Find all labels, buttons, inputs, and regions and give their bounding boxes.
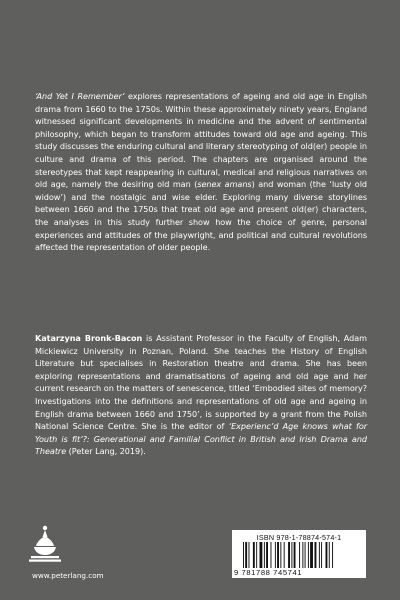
publisher-website[interactable]: www.peterlang.com bbox=[32, 571, 104, 580]
isbn-barcode bbox=[232, 530, 366, 578]
book-description bbox=[35, 90, 367, 254]
biography-paragraph: Katarzyna Bronk-Bacon is Assistant Professor in the Faculty of English, Adam Mickiewicz University in Poznan, Poland. She teaches the History of English Literature but specialises in Restoration theatre and drama. She has been exploring representations and dramatisations of ageing and old age and her current research on the matters of senescence, titled ‘Embodied sites of memory? Investigations into the definitions and representations of old age and ageing in English drama between 1660 and 1750’, is supported by a grant from the Polish National Science Centre. She is the editor of ‘Experienc’d Age knows what for Youth is fit’?: Generational and Familial Conflict in British and Irish Drama and Theatre (Peter Lang, 2019). bbox=[35, 333, 367, 457]
isbn-label: ISBN 978-1-78874-574-1 bbox=[256, 533, 342, 542]
book-title: ‘And Yet I Remember’ bbox=[35, 91, 125, 101]
barcode-bars bbox=[243, 542, 361, 568]
author-name: Katarzyna Bronk-Bacon bbox=[35, 333, 143, 343]
author-biography bbox=[35, 332, 367, 458]
barcode-digits: 9 781788 745741 bbox=[234, 568, 303, 577]
peter-lang-logo-icon bbox=[28, 525, 62, 565]
edited-book-title: ‘Experienc’d Age knows what for Youth is fit’?: Generational and Familial Conflict in British and Irish Drama and Theatre bbox=[35, 421, 367, 457]
description-paragraph: ‘And Yet I Remember’ explores representations of ageing and old age in English drama from 1660 to the 1750s. Within these approximately ninety years, England witnessed significant developments in medicine and the advent of sentimental philosophy, which began to transform attitudes toward old age and ageing. This study discusses the enduring cultural and literary stereotyping of old(er) people in culture and drama of this period. The chapters are organised around the stereotypes that kept reappearing in cultural, medical and religious narratives on old age, namely the desiring old man (senex amans) and woman (the ‘lusty old widow’) and the nostalgic and wise elder. Exploring many diverse storylines between 1660 and the 1750s that treat old age and present old(er) characters, the analyses in this study further show how the choice of genre, personal experiences and attitudes of the playwright, and political and cultural revolutions affected the representation of older people. bbox=[35, 91, 367, 253]
